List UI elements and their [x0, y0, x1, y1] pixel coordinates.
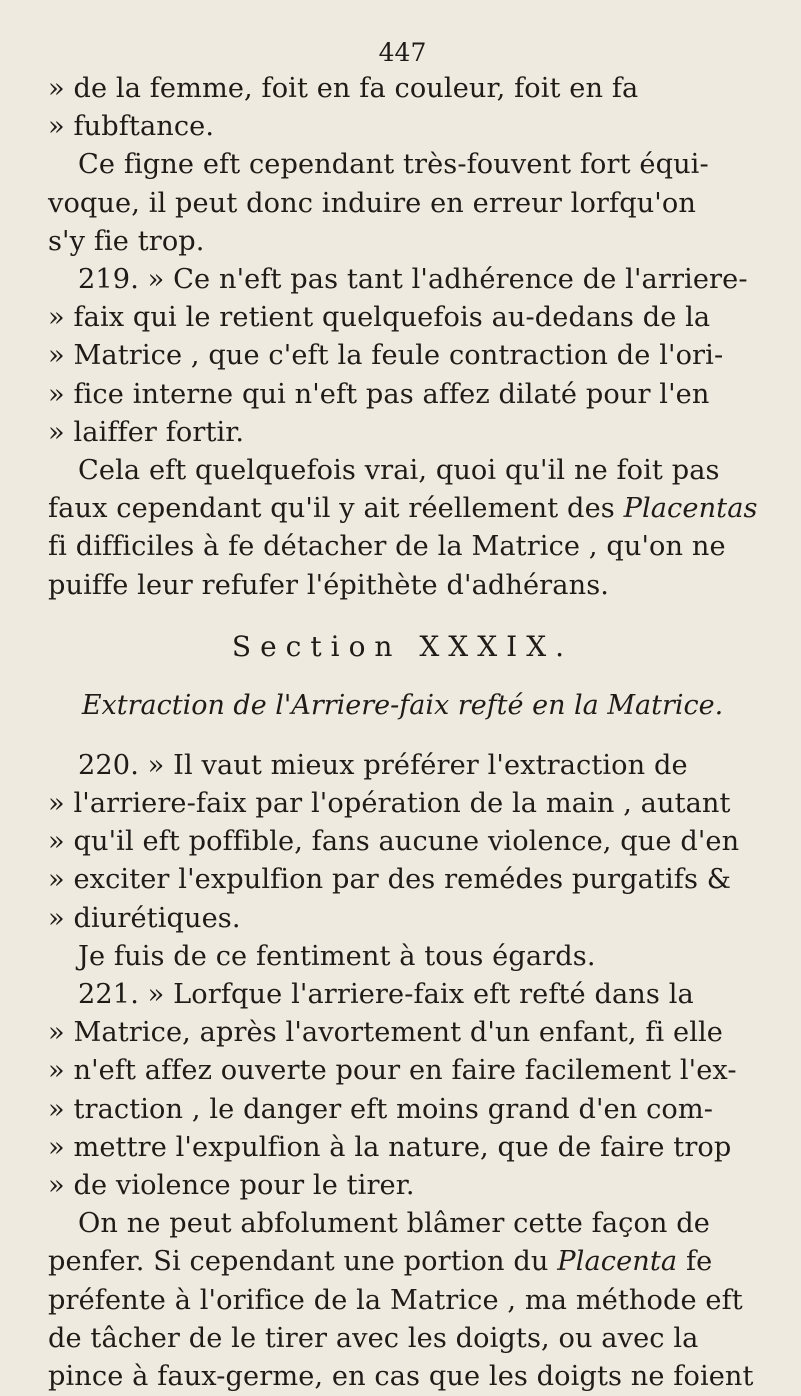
italic-word: Placenta [557, 1246, 678, 1278]
paragraph [48, 976, 757, 1205]
text-line: voque, il peut donc induire en erreur lorfqu'on [48, 187, 696, 219]
text-line: penfer. Si cependant une portion du Placenta fe [48, 1246, 713, 1278]
section-heading: Section XXXIX. [231, 629, 574, 663]
text-line: fi difficiles à fe détacher de la Matrice , qu'on ne [48, 531, 726, 563]
text-line: » l'arriere-faix par l'opération de la main , autant [48, 788, 731, 820]
text-line: » de la femme, foit en fa couleur, foit en fa [48, 73, 639, 104]
text-line: Je fuis de ce fentiment à tous égards. [78, 940, 596, 972]
paragraph [48, 747, 757, 938]
text-line: » traction , le danger eft moins grand d'en com- [48, 1093, 714, 1125]
text-line: 221. » Lorfque l'arriere-faix eft refté dans la [78, 979, 694, 1011]
text-line: » Matrice , que c'eft la feule contraction de l'ori- [48, 340, 724, 372]
text-line-part: faux cependant qu'il y ait réellement des Placentas [48, 493, 758, 525]
text-line: s'y fie trop. [48, 225, 205, 257]
text-line: » de violence pour le tirer. [48, 1170, 415, 1202]
text-line: Ce figne eft cependant très-fouvent fort équi- [78, 149, 709, 181]
text-line: » faix qui le retient quelquefois au-dedans de la [48, 302, 711, 334]
text-line [48, 490, 757, 528]
text-line: pince à faux-germe, en cas que les doigts ne foient [48, 1361, 754, 1393]
paragraph [48, 452, 757, 605]
section-title: Extraction de l'Arriere-faix refté en la Matrice. [81, 689, 724, 721]
paragraph [48, 146, 757, 261]
paragraph [48, 70, 757, 146]
paragraph [48, 938, 757, 976]
text-line: » diurétiques. [48, 902, 241, 934]
text-line: de tâcher de le tirer avec les doigts, ou avec la [48, 1322, 699, 1354]
paragraph [48, 1205, 757, 1396]
text-line: » fubftance. [48, 111, 215, 143]
text-line: » n'eft affez ouverte pour en faire facilement l'ex- [48, 1055, 737, 1087]
text-line: 219. » Ce n'eft pas tant l'adhérence de l'arriere- [78, 264, 748, 296]
text-line: On ne peut abfolument blâmer cette façon de [78, 1208, 710, 1240]
text-line: 220. » Il vaut mieux préférer l'extraction de [78, 749, 688, 781]
text-line: Cela eft quelquefois vrai, quoi qu'il ne foit pas [78, 455, 720, 487]
text-line: » fice interne qui n'eft pas affez dilaté pour l'en [48, 378, 710, 410]
text-line: » exciter l'expulfion par des remédes purgatifs & [48, 864, 732, 896]
italic-word: Placentas [623, 493, 758, 525]
text-line: » Matrice, après l'avortement d'un enfant, fi elle [48, 1017, 723, 1049]
page-number: 447 [378, 38, 427, 67]
text-line: puiffe leur refufer l'épithète d'adhérans. [48, 569, 609, 601]
text-line: » qu'il eft poffible, fans aucune violence, que d'en [48, 826, 740, 858]
text-line: » laiffer fortir. [48, 416, 245, 448]
text-line: » mettre l'expulfion à la nature, que de faire trop [48, 1131, 732, 1163]
text-line: préfente à l'orifice de la Matrice , ma méthode eft [48, 1284, 743, 1316]
paragraph [48, 261, 757, 452]
